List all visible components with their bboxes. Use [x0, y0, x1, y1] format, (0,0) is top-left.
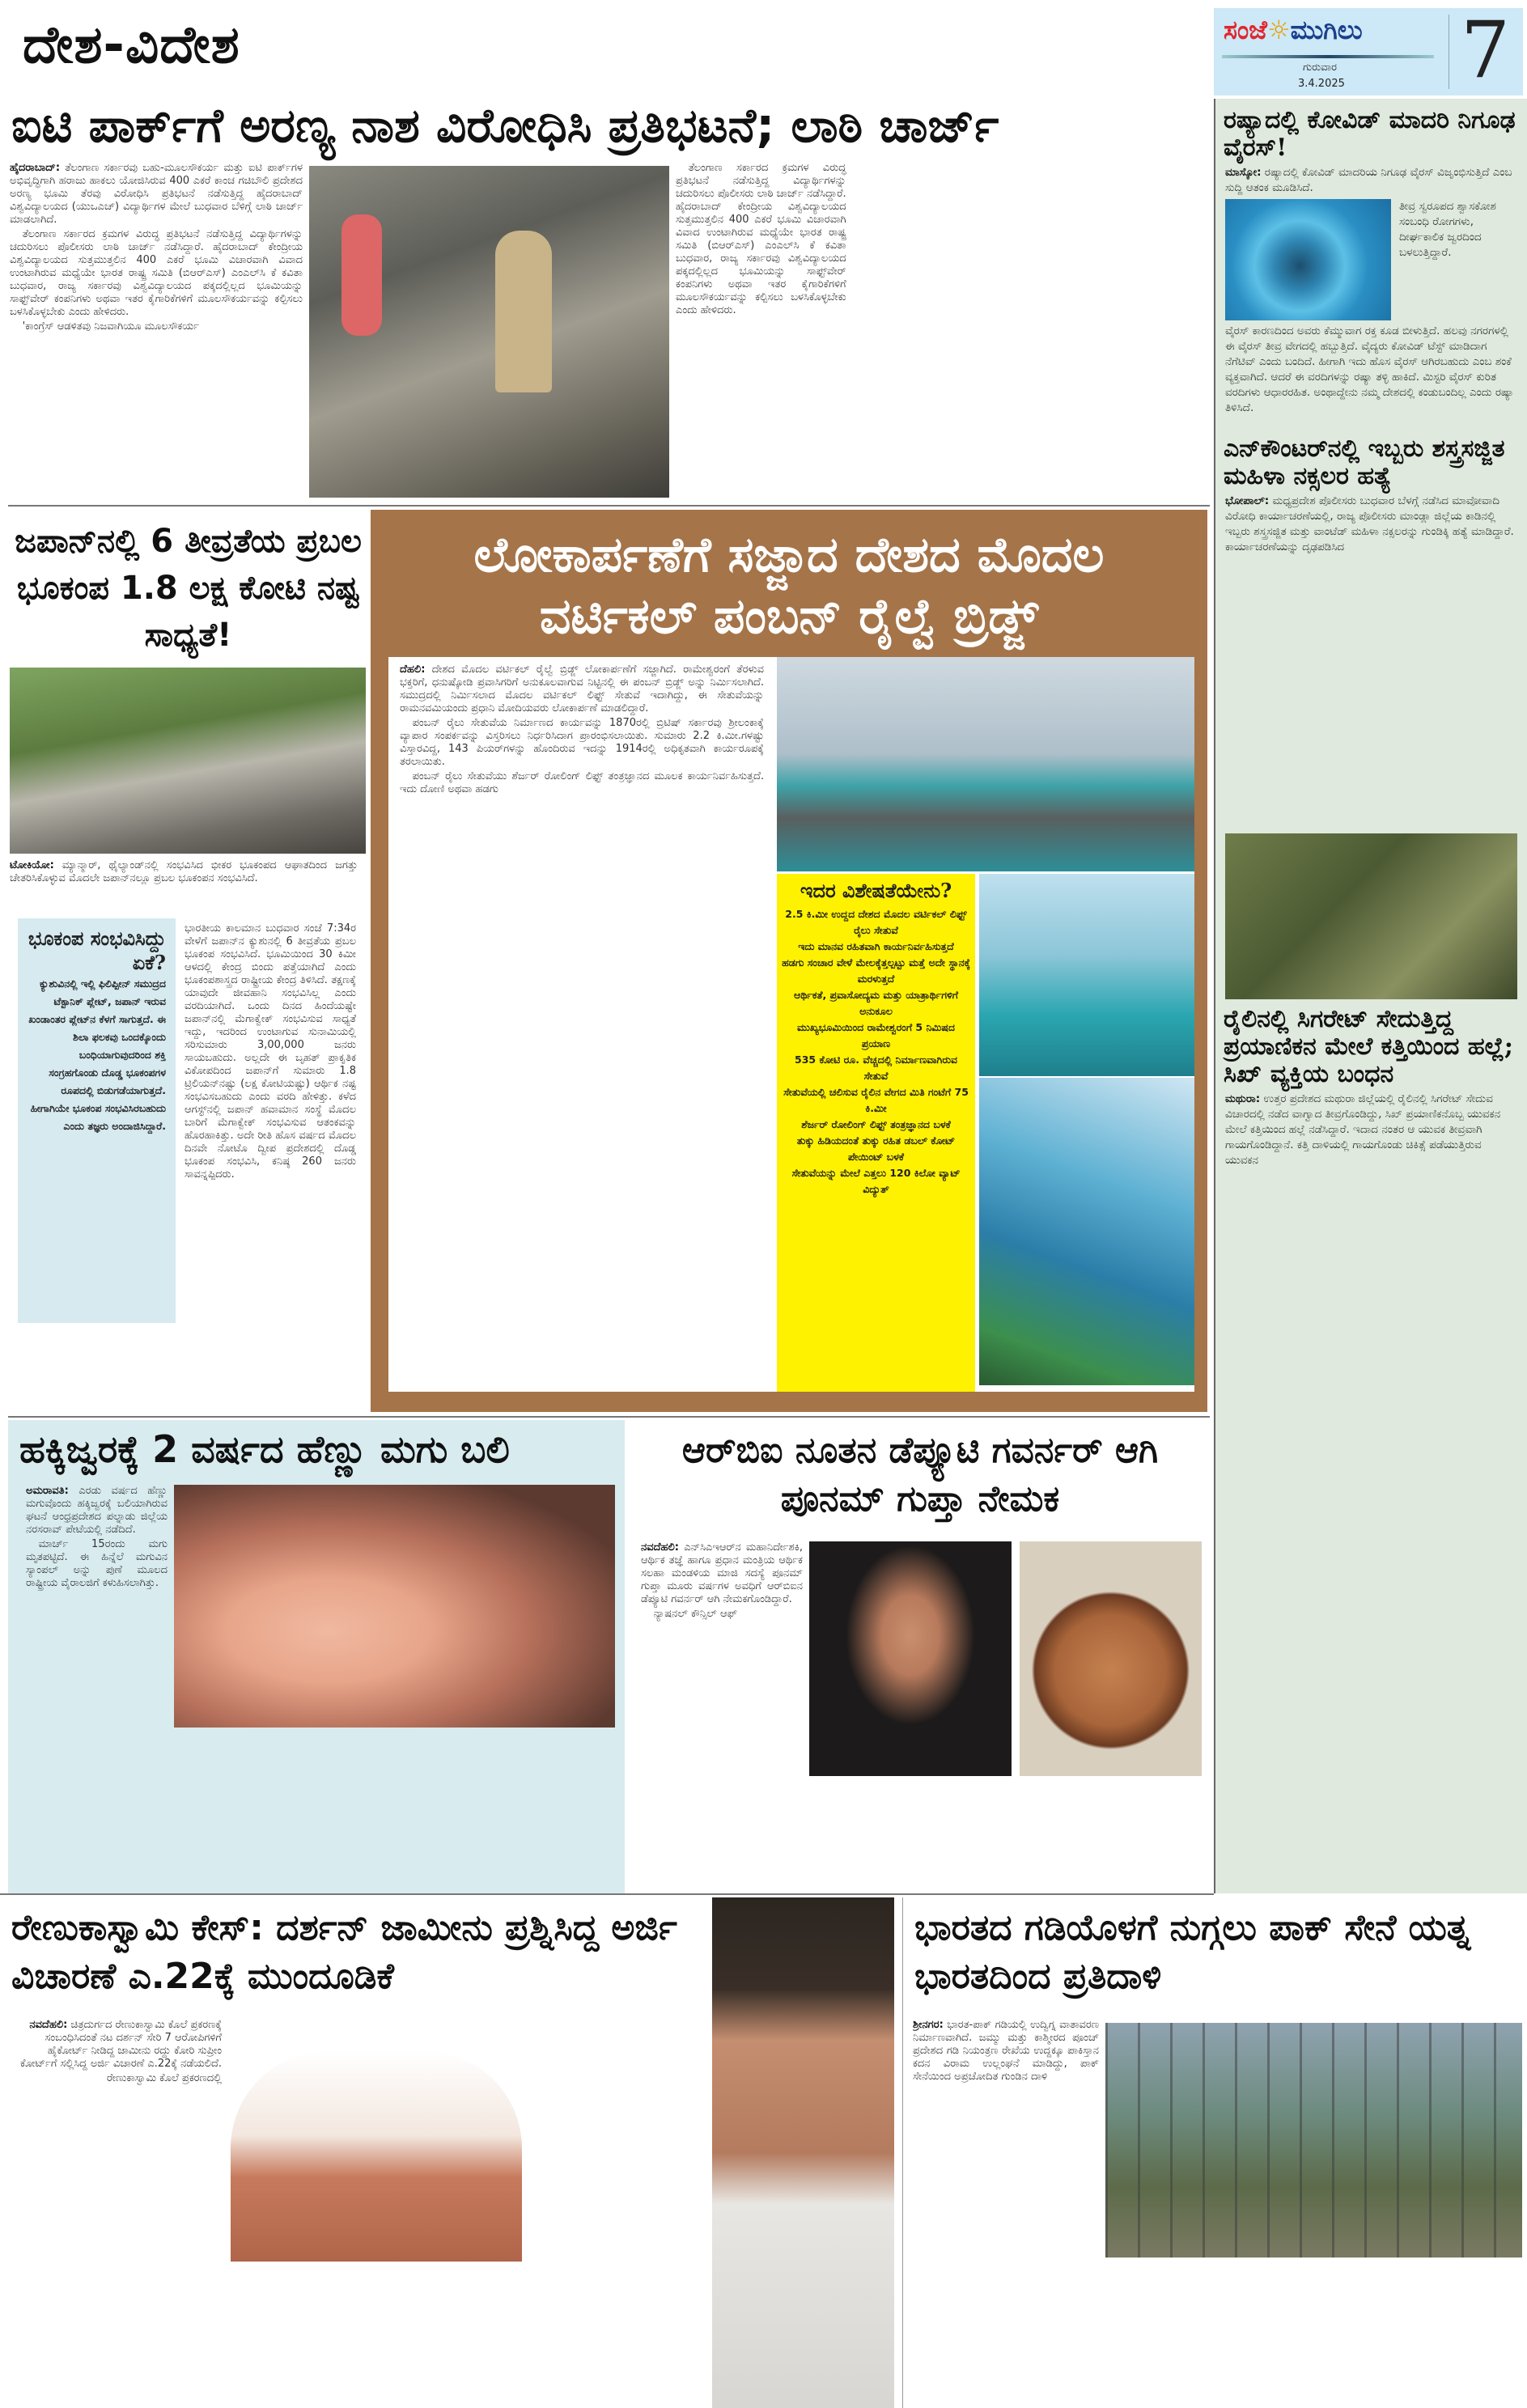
sidebar-title: ಭೂಕಂಪ ಸಂಭವಿಸಿದ್ದು ಏಕೆ? — [28, 926, 166, 974]
paragraph: ಎನ್‌ಸಿಎಇಆರ್‌ನ ಮಹಾನಿರ್ದೇಶಕಿ, ಆರ್ಥಿಕ ತಜ್ಞೆ ಹಾಗೂ ಪ್ರಧಾನ ಮಂತ್ರಿಯ ಆರ್ಥಿಕ ಸಲಹಾ ಮಂಡಳಿಯ ಮಾಜಿ ಸದಸ್ಯೆ ಪೂನಮ್ ಗುಪ್ತಾ ಮೂರು ವರ್ಷಗಳ ಅವಧಿಗೆ ಆರ್‌ಬಿಐನ ಡೆಪ್ಯೂಟಿ ಗವರ್ನರ್ ಆಗಿ ನೇಮಕಗೊಂಡಿದ್ದಾರೆ. — [641, 1541, 803, 1605]
paragraph: ತೆಲಂಗಾಣ ಸರ್ಕಾರದ ಕ್ರಮಗಳ ವಿರುದ್ಧ ಪ್ರತಿಭಟನೆ ನಡೆಸುತ್ತಿದ್ದ ವಿದ್ಯಾರ್ಥಿಗಳನ್ನು ಚದುರಿಸಲು ಪೊಲೀಸರು ಲಾಠಿ ಚಾರ್ಜ್ ನಡೆಸಿದ್ದಾರೆ. ಹೈದರಾಬಾದ್ ಕೇಂದ್ರೀಯ ವಿಶ್ವವಿದ್ಯಾಲಯದ ಸುತ್ತಮುತ್ತಲಿನ 400 ಎಕರೆ ಭೂಮಿ ವಿಚಾರವಾಗಿ ವಿವಾದ ಉಂಟಾಗಿರುವ ಮಧ್ಯೆಯೇ ಭಾರತ ರಾಷ್ಟ್ರ ಸಮಿತಿ (ಬಿಆರ್‌ಎಸ್) ಎಂಎಲ್‌ಸಿ ಕೆ ಕವಿತಾ ಬುಧವಾರ, ರಾಜ್ಯ ಸರ್ಕಾರವು ವಿಶ್ವವಿದ್ಯಾಲಯದ ಪಕ್ಕದಲ್ಲಿಲ್ಲದ ಭೂಮಿಯನ್ನು ಸಾಫ್ಟ್‌ವೇರ್ ಕಂಪನಿಗಳು ಅಥವಾ ಇತರ ಕೈಗಾರಿಕೆಗಳಿಗೆ ಮೂಲಸೌಕರ್ಯವನ್ನು ಕಲ್ಪಿಸಲು ಬಳಸಿಕೊಳ್ಳಬೇಕು ಎಂದು ಹೇಳಿದರು. — [10, 228, 303, 318]
covid-headline: ರಷ್ಯಾದಲ್ಲಿ ಕೋವಿಡ್ ಮಾದರಿ ನಿಗೂಢ ವೈರಸ್! — [1224, 106, 1516, 162]
paragraph: ತೆಲಂಗಾಣ ಸರ್ಕಾರವು ಬಹು-ಮೂಲಸೌಕರ್ಯ ಮತ್ತು ಐಟಿ ಪಾರ್ಕ್‌ಗಳ ಅಭಿವೃದ್ಧಿಗಾಗಿ ಹರಾಜು ಹಾಕಲು ಯೋಜಿಸಿರುವ 400 ಎಕರೆ ಕಾಂಚ ಗಚಿಬೌಲಿ ಪ್ರದೇಶದ ಅರಣ್ಯ ಭೂಮಿ ತೆರವು ವಿರೋಧಿಸಿ ಪ್ರತಿಭಟನೆ ನಡೆಸುತ್ತಿದ್ದ ಹೈದರಾಬಾದ್ ವಿಶ್ವವಿದ್ಯಾಲಯದ (ಯುಒಎಚ್) ವಿದ್ಯಾರ್ಥಿಗಳ ಮೇಲೆ ಬುಧವಾರ ಬೆಳಿಗ್ಗೆ ಲಾಠಿ ಚಾರ್ಜ್ ಮಾಡಲಾಗಿದೆ. — [10, 162, 303, 226]
renuka-body — [11, 2019, 222, 2399]
bridge-photo-2 — [979, 874, 1194, 1076]
page-number: 7 — [1461, 5, 1511, 95]
sikh-body — [1215, 1088, 1527, 1172]
top-story-cols — [676, 162, 1203, 502]
pakistan-border-story — [902, 1897, 1527, 2408]
fact-item: ಸೇತುವೆಯಲ್ಲಿ ಚಲಿಸುವ ರೈಲಿನ ವೇಗದ ಮಿತಿ ಗಂಟೆಗೆ 75 ಕಿ.ಮೀ — [783, 1086, 969, 1114]
sikh-headline: ರೈಲಿನಲ್ಲಿ ಸಿಗರೇಟ್ ಸೇದುತ್ತಿದ್ದ ಪ್ರಯಾಣಿಕನ ಮೇಲೆ ಕತ್ತಿಯಿಂದ ಹಲ್ಲೆ; ಸಿಖ್ ವ್ಯಕ್ತಿಯ ಬಂಧನ — [1224, 1005, 1513, 1088]
rbi-headline: ಆರ್‌ಬಿಐ ನೂತನ ಡೆಪ್ಯೂಟಿ ಗವರ್ನರ್ ಆಗಿ ಪೂನಮ್ ಗುಪ್ತಾ ನೇಮಕ — [681, 1430, 1159, 1520]
paragraph: ಪಂಬನ್ ರೈಲು ಸೇತುವೆಯು ಶೆರ್ಜರ್ ರೋಲಿಂಗ್ ಲಿಫ್ಟ್ ತಂತ್ರಜ್ಞಾನದ ಮೂಲಕ ಕಾರ್ಯನಿರ್ವಹಿಸುತ್ತದೆ. ಇದು ದೋಣಿ ಅಥವಾ ಹಡಗು — [400, 770, 764, 795]
darshan-photo — [712, 1897, 894, 2408]
paragraph: 'ಕಾಂಗ್ರೆಸ್ ಆಡಳಿತವು ನಿಜವಾಗಿಯೂ ಮೂಲಸೌಕರ್ಯ — [22, 320, 199, 333]
bridge-headline: ಲೋಕಾರ್ಪಣೆಗೆ ಸಜ್ಜಾದ ದೇಶದ ಮೊದಲ ವರ್ಟಿಕಲ್ ಪಂಬನ್ ರೈಲ್ವೆ ಬ್ರಿಡ್ಜ್ — [473, 527, 1105, 645]
fact-item: ತುಕ್ಕು ಹಿಡಿಯದಂತೆ ತುಕ್ಕು ರಹಿತ ಡಬಲ್ ಕೋಟ್ ಪೇಯಿಂಟ್ ಬಳಕೆ — [796, 1134, 956, 1163]
pak-headline: ಭಾರತದ ಗಡಿಯೊಳಗೆ ನುಗ್ಗಲು ಪಾಕ್ ಸೇನೆ ಯತ್ನ ಭಾರತದಿಂದ ಪ್ರತಿದಾಳಿ — [914, 1907, 1471, 1997]
masthead — [1214, 5, 1523, 95]
paragraph: ರೇಣುಕಾಸ್ವಾಮಿ ಕೊಲೆ ಪ್ರಕರಣದಲ್ಲಿ — [106, 2072, 222, 2084]
security-forces-photo — [1225, 833, 1517, 999]
japan-headline: ಜಪಾನ್‌ನಲ್ಲಿ 6 ತೀವ್ರತೆಯ ಪ್ರಬಲ ಭೂಕಂಪ 1.8 ಲಕ್ಷ ಕೋಟಿ ನಷ್ಟ ಸಾಧ್ಯತೆ! — [15, 523, 362, 654]
dateline: ಅಮರಾವತಿ: — [26, 1485, 69, 1497]
border-fence-photo — [1105, 2023, 1522, 2258]
bridge-photo-1 — [777, 657, 1194, 871]
renuka-headline: ರೇಣುಕಾಸ್ವಾಮಿ ಕೇಸ್: ದರ್ಶನ್ ಜಾಮೀನು ಪ್ರಶ್ನಿಸಿದ್ದ ಅರ್ಜಿ ವಿಚಾರಣೆ ಎ.22ಕ್ಕೆ ಮುಂದೂಡಿಕೆ — [11, 1907, 677, 1997]
logo-underline — [1222, 55, 1434, 58]
earthquake-photo — [10, 668, 366, 854]
fact-item: ಆರ್ಥಿಕತೆ, ಪ್ರವಾಸೋದ್ಯಮ ಮತ್ತು ಯಾತ್ರಾರ್ಥಿಗಳಿಗೆ ಅನುಕೂಲ — [793, 989, 959, 1017]
facts-title: ಇದರ ವಿಶೇಷತೆಯೇನು? — [800, 879, 952, 902]
bridge-content — [388, 657, 1194, 1392]
paragraph: ಪಂಬನ್ ರೈಲು ಸೇತುವೆಯ ನಿರ್ಮಾಣದ ಕಾರ್ಯವನ್ನು 1870ರಲ್ಲಿ ಬ್ರಿಟಿಷ್ ಸರ್ಕಾರವು ಶ್ರೀಲಂಕಾಕ್ಕೆ ವ್ಯಾಪಾರ ಸಂಪರ್ಕವನ್ನು ವಿಸ್ತರಿಸಲು ನಿರ್ಧರಿಸಿದಾಗ ಪ್ರಾರಂಭಿಸಲಾಯಿತು. ಸುಮಾರು 2.2 ಕಿ.ಮೀ.ಗಳಷ್ಟು ವಿಸ್ತಾರವಿದ್ದ, 143 ಪಿಯರ್‌ಗಳನ್ನು ಹೊಂದಿರುವ ಇದನ್ನು 1914ರಲ್ಲಿ ಅಧಿಕೃತವಾಗಿ ಕಾರ್ಯರೂಪಕ್ಕೆ ತರಲಾಯಿತು. — [400, 717, 764, 768]
dateline: ಹೈದರಾಬಾದ್: — [10, 162, 61, 174]
paragraph: ದೇಶದ ಮೊದಲ ವರ್ಟಿಕಲ್ ರೈಲ್ವೆ ಬ್ರಿಡ್ಜ್ ಲೋಕಾರ್ಪಣೆಗೆ ಸಜ್ಜಾಗಿದೆ. ರಾಮೇಶ್ವರಂಗೆ ತೆರಳುವ ಭಕ್ತರಿಗೆ, ಧನುಷ್ಕೋಡಿ ಪ್ರವಾಸಿಗರಿಗೆ ಅನುಕೂಲವಾಗುವ ನಿಟ್ಟಿನಲ್ಲಿ ಈ ಪಂಬನ್ ಬ್ರಿಡ್ಜ್ ಅನ್ನು ನಿರ್ಮಿಸಲಾಗಿದೆ. ಸಮುದ್ರದಲ್ಲಿ ನಿರ್ಮಿಸಲಾದ ಮೊದಲ ವರ್ಟಿಕಲ್ ಲಿಫ್ಟ್ ಸೇತುವೆ ಇದಾಗಿದ್ದು, ಈ ಸೇತುವೆಯನ್ನು ರಾಮನವಮಿಯಂದು ಪ್ರಧಾನಿ ಮೋದಿಯವರು ಲೋಕಾರ್ಪಣೆ ಮಾಡಲಿದ್ದಾರೆ. — [400, 663, 764, 714]
japan-earthquake-story — [8, 510, 368, 1412]
dateline: ನವದೆಹಲಿ: — [29, 2019, 68, 2031]
lead-text: ಮ್ಯಾನ್ಮಾರ್, ಥೈಲ್ಯಾಂಡ್‌ನಲ್ಲಿ ಸಂಭವಿಸಿದ ಭೀಕರ ಭೂಕಂಪದ ಆಘಾತದಿಂದ ಜಗತ್ತು ಚೇತರಿಸಿಕೊಳ್ಳುವ ಮೊದಲೇ ಜಪಾನ್‌ನಲ್ಲೂ ಪ್ರಬಲ ಭೂಕಂಪನ ಸಂಭವಿಸಿದೆ. — [10, 859, 358, 884]
paragraph: ಭಾರತ-ಪಾಕ್ ಗಡಿಯಲ್ಲಿ ಉದ್ವಿಗ್ನ ವಾತಾವರಣ ನಿರ್ಮಾಣವಾಗಿದೆ. ಜಮ್ಮು ಮತ್ತು ಕಾಶ್ಮೀರದ ಪೂಂಚ್ ಪ್ರದೇಶದ ಗಡಿ ನಿಯಂತ್ರಣ ರೇಖೆಯ ಉದ್ದಕ್ಕೂ ಪಾಕಿಸ್ತಾನ ಕದನ ವಿರಾಮ ಉಲ್ಲಂಘನೆ ಮಾಡಿದ್ದು, ಪಾಕ್ ಸೇನೆಯಿಂದ ಅಪ್ರಚೋದಿತ ಗುಂಡಿನ ದಾಳಿ — [913, 2019, 1099, 2083]
paragraph: ಮಾರ್ಚ್ 15ರಂದು ಮಗು ಮೃತಪಟ್ಟಿದೆ. ಈ ಹಿನ್ನೆಲೆ ಮಗುವಿನ ಸ್ಯಾಂಪಲ್ ಅನ್ನು ಪುಣೆ ಮೂಲದ ರಾಷ್ಟ್ರೀಯ ವೈರಾಲಜಿಗೆ ಕಳುಹಿಸಲಾಗಿತ್ತು. — [26, 1538, 168, 1589]
baby-headline: ಹಕ್ಕಿಜ್ವರಕ್ಕೆ 2 ವರ್ಷದ ಹೆಣ್ಣು ಮಗು ಬಲಿ — [19, 1427, 510, 1471]
encounter-body — [1215, 490, 1527, 830]
paragraph: ತೆಲಂಗಾಣ ಸರ್ಕಾರದ ಕ್ರಮಗಳ ವಿರುದ್ಧ ಪ್ರತಿಭಟನೆ ನಡೆಸುತ್ತಿದ್ದ ವಿದ್ಯಾರ್ಥಿಗಳನ್ನು ಚದುರಿಸಲು ಪೊಲೀಸರು ಲಾಠಿ ಚಾರ್ಜ್ ನಡೆಸಿದ್ದಾರೆ. ಹೈದರಾಬಾದ್ ಕೇಂದ್ರೀಯ ವಿಶ್ವವಿದ್ಯಾಲಯದ ಸುತ್ತಮುತ್ತಲಿನ 400 ಎಕರೆ ಭೂಮಿ ವಿಚಾರವಾಗಿ ವಿವಾದ ಉಂಟಾಗಿರುವ ಮಧ್ಯೆಯೇ ಭಾರತ ರಾಷ್ಟ್ರ ಸಮಿತಿ (ಬಿಆರ್‌ಎಸ್) ಎಂಎಲ್‌ಸಿ ಕೆ ಕವಿತಾ ಬುಧವಾರ, ರಾಜ್ಯ ಸರ್ಕಾರವು ವಿಶ್ವವಿದ್ಯಾಲಯದ ಪಕ್ಕದಲ್ಲಿಲ್ಲದ ಭೂಮಿಯನ್ನು ಸಾಫ್ಟ್‌ವೇರ್ ಕಂಪನಿಗಳು ಅಥವಾ ಇತರ ಕೈಗಾರಿಕೆಗಳಿಗೆ ಮೂಲಸೌಕರ್ಯವನ್ನು ಕಲ್ಪಿಸಲು ಬಳಸಿಕೊಳ್ಳಬೇಕು ಎಂದು ಹೇಳಿದರು. — [676, 162, 846, 316]
renukaswamy-story — [0, 1897, 894, 2408]
sidebar-text: ಕ್ಯುಶುವಿನಲ್ಲಿ ಇಲ್ಲಿ ಫಿಲಿಪ್ಪೀನ್ ಸಮುದ್ರದ ಟೆಕ್ಟಾನಿಕ್ ಪ್ಲೇಟ್, ಜಪಾನ್ ಇರುವ ಖಂಡಾಂತರ ಪ್ಲೇಟ್‌ನ ಕೆಳಗೆ ಸಾಗುತ್ತದೆ. ಈ ಶಿಲಾ ಫಲಕವು ಒಂದಕ್ಕೊಂದು ಬಂಧಿಯಾಗುವುದರಿಂದ ಶಕ್ತಿ ಸಂಗ್ರಹಗೊಂಡು ದೊಡ್ಡ ಭೂಕಂಪಗಳ ರೂಪದಲ್ಲಿ ಬಿಡುಗಡೆಯಾಗುತ್ತದೆ. ಹೀಗಾಗಿಯೇ ಭೂಕಂಪ ಸಂಭವಿಸಿರಬಹುದು ಎಂದು ತಜ್ಞರು ಅಂದಾಜಿಸಿದ್ದಾರೆ. — [28, 977, 166, 1132]
right-column — [1214, 99, 1527, 1893]
covid-body: ವೈರಸ್ ಕಾರಣದಿಂದ ಅವರು ಕೆಮ್ಮುವಾಗ ರಕ್ತ ಕೂಡ ಬೀಳುತ್ತಿದೆ. ಹಲವು ನಗರಗಳಲ್ಲಿ ಈ ವೈರಸ್ ತೀವ್ರ ವೇಗದಲ್ಲಿ ಹಬ್ಬುತ್ತಿದೆ. ವೈದ್ಯರು ಕೋವಿಡ್ ಟೆಸ್ಟ್ ಮಾಡಿದಾಗ ನೆಗೆಟಿವ್ ಎಂದು ಬಂದಿದೆ. ಹೀಗಾಗಿ ಇದು ಹೊಸ ವೈರಸ್ ಆಗಿರಬಹುದು ಎಂಬ ಶಂಕೆ ವ್ಯಕ್ತವಾಗಿದೆ. ಆದರೆ ಈ ವರದಿಗಳನ್ನು ರಷ್ಯಾ ತಳ್ಳಿ ಹಾಕಿದೆ. ಮಿಸ್ಟರಿ ವೈರಸ್ ಕುರಿತ ವರದಿಗಳು ಆಧಾರರಹಿತ. ಅಂಥಾದ್ದೇನು ನಮ್ಮ ದೇಶದಲ್ಲಿ ಕಂಡುಬಂದಿಲ್ಲ ಎಂದು ರಷ್ಯಾ ತಿಳಿಸಿದೆ. — [1225, 324, 1514, 414]
top-story-col1 — [10, 162, 303, 502]
japan-lead — [10, 859, 358, 885]
issue-day: ಗುರುವಾರ — [1303, 61, 1337, 74]
covid-side-text: ತೀವ್ರ ಸ್ವರೂಪದ ಶ್ವಾಸಕೋಶ ಸಂಬಂಧಿ ರೋಗಗಳು, ದೀರ್ಘಕಾಲಿಕ ಜ್ವರದಿಂದ ಬಳಲುತ್ತಿದ್ದಾರೆ. — [1399, 200, 1496, 259]
bridge-facts-box — [777, 874, 975, 1392]
fact-item: ಸೇತುವೆಯನ್ನು ಮೇಲೆ ಎತ್ತಲು 120 ಕಿಲೋ ವ್ಯಾಟ್ ವಿದ್ಯುತ್ — [791, 1167, 961, 1195]
divider — [8, 1416, 1210, 1418]
paragraph: ಎರಡು ವರ್ಷದ ಹೆಣ್ಣು ಮಗುವೊಂದು ಹಕ್ಕಿಜ್ವರಕ್ಕೆ ಬಲಿಯಾಗಿರುವ ಘಟನೆ ಆಂಧ್ರಪ್ರದೇಶದ ಪಲ್ನಾಡು ಜಿಲ್ಲೆಯ ನರಸರಾವ್ ಪೇಟೆಯಲ್ಲಿ ನಡೆದಿದೆ. — [26, 1485, 168, 1536]
virus-photo — [1225, 199, 1391, 320]
fact-item: 535 ಕೋಟಿ ರೂ. ವೆಚ್ಚದಲ್ಲಿ ನಿರ್ಮಾಣವಾಗಿರುವ ಸೇತುವೆ — [795, 1054, 957, 1082]
pak-body — [913, 2019, 1099, 2399]
bird-flu-story — [8, 1420, 625, 1893]
rbi-emblem-photo — [1020, 1541, 1202, 1776]
poonam-gupta-photo — [809, 1541, 1012, 1776]
sun-icon: ☼ — [1266, 15, 1291, 45]
pamban-bridge-story — [371, 510, 1207, 1412]
baby-body — [26, 1485, 168, 1881]
divider — [8, 505, 1210, 507]
dateline: ನವದೆಹಲಿ: — [641, 1541, 679, 1554]
encounter-headline: ಎನ್‌ಕೌಂಟರ್‌ನಲ್ಲಿ ಇಬ್ಬರು ಶಸ್ತ್ರಸಜ್ಜಿತ ಮಹಿಳಾ ನಕ್ಸಲರ ಹತ್ಯೆ — [1224, 435, 1505, 490]
logo-part-1: ಸಂಜೆ — [1224, 15, 1267, 45]
body-text: ಮಧ್ಯಪ್ರದೇಶ ಪೊಲೀಸರು ಬುಧವಾರ ಬೆಳಗ್ಗೆ ನಡೆಸಿದ ಮಾವೋವಾದಿ ವಿರೋಧಿ ಕಾರ್ಯಾಚರಣೆಯಲ್ಲಿ, ರಾಜ್ಯ ಪೊಲೀಸರು ಮಾಂಡ್ಲಾ ಜಿಲ್ಲೆಯ ಕಾಡಿನಲ್ಲಿ ಇಬ್ಬರು ಶಸ್ತ್ರಸಜ್ಜಿತ ಮತ್ತು ವಾಂಟೆಡ್ ಮಹಿಳಾ ನಕ್ಸಲರನ್ನು ಗುಂಡಿಕ್ಕಿ ಹತ್ಯೆ ಮಾಡಿದ್ದಾರೆ. ಕಾರ್ಯಾಚರಣೆಯನ್ನು ದೃಢಪಡಿಸಿದ — [1225, 494, 1514, 553]
japan-body: ಭಾರತೀಯ ಕಾಲಮಾನ ಬುಧವಾರ ಸಂಜೆ 7:34ರ ವೇಳೆಗೆ ಜಪಾನ್‌ನ ಕ್ಯುಶುನಲ್ಲಿ 6 ತೀವ್ರತೆಯ ಪ್ರಬಲ ಭೂಕಂಪ ಸಂಭವಿಸಿದೆ. ಭೂಮಿಯಿಂದ 30 ಕಿಮೀ ಆಳದಲ್ಲಿ ಕೇಂದ್ರ ಬಿಂದು ಪತ್ತೆಯಾಗಿದೆ ಎಂದು ಭೂಕಂಪಶಾಸ್ತ್ರದ ರಾಷ್ಟ್ರೀಯ ಕೇಂದ್ರ ತಿಳಿಸಿದೆ. ತಕ್ಷಣಕ್ಕೆ ಯಾವುದೇ ಜೀವಹಾನಿ ಸಂಭವಿಸಿಲ್ಲ ಎಂದು ವರದಿಯಾಗಿದೆ. ಒಂದು ದಿನದ ಹಿಂದೆಯಷ್ಟೇ ಜಪಾನ್‌ನಲ್ಲಿ ಮೆಗಾಕ್ವೇಕ್ ಸಂಭವಿಸುವ ಸಾಧ್ಯತೆ ಇದ್ದು, ಇದರಿಂದ ಉಂಟಾಗುವ ಸುನಾಮಿಯಲ್ಲಿ ಸರಿಸುಮಾರು 3,00,000 ಜನರು ಸಾಯಬಹುದು. ಅಲ್ಲದೇ ಈ ಬೃಹತ್ ಪ್ರಾಕೃತಿಕ ವಿಕೋಪದಿಂದ ಜಪಾನ್‌ಗೆ ಸುಮಾರು 1.8 ಟ್ರಿಲಿಯನ್‌ನಷ್ಟು (ಲಕ್ಷ ಕೋಟಿಯಷ್ಟು) ಆರ್ಥಿಕ ನಷ್ಟ ಸಂಭವಿಸಬಹುದು ಎಂದು ವರದಿ ಹೇಳಿತ್ತು. ಕಳೆದ ಆಗಸ್ಟ್‌ನಲ್ಲಿ ಜಪಾನ್ ಹವಾಮಾನ ಸಂಸ್ಥೆ ಮೊದಲ ಬಾರಿಗೆ ಮೆಗಾಕ್ವೇಕ್ ಸಂಭವಿಸುವ ಆತಂಕವನ್ನು ಹೊರಹಾಕಿತ್ತು. ಅದೇ ರೀತಿ ಹೊಸ ವರ್ಷದ ಮೊದಲ ದಿನವೇ ನೋಟೊ ದ್ವೀಪ ಪ್ರದೇಶದಲ್ಲಿ ದೊಡ್ಡ ಭೂಕಂಪ ಸಂಭವಿಸಿ, ಕನಿಷ್ಠ 260 ಜನರು ಸಾವನ್ನಪ್ಪಿದರು. — [185, 922, 356, 1181]
fact-item: ಹಡಗು ಸಂಚಾರ ವೇಳೆ ಮೇಲಕ್ಕೆತ್ತಲ್ಪಟ್ಟು ಮತ್ತೆ ಅದೇ ಸ್ಥಾನಕ್ಕೆ ಮರಳುತ್ತದೆ — [782, 956, 970, 985]
dateline: ಟೋಕಿಯೋ: — [10, 859, 54, 871]
fact-item: ಶೆರ್ಜರ್ ರೋಲಿಂಗ್ ಲಿಫ್ಟ್ ತಂತ್ರಜ್ಞಾನದ ಬಳಕೆ — [801, 1118, 951, 1130]
rbi-body — [641, 1541, 803, 1784]
dateline: ಮಾಸ್ಕೋ: — [1225, 166, 1262, 179]
divider — [0, 1893, 1214, 1895]
logo-part-2: ಮುಗಿಲು — [1290, 15, 1363, 45]
newspaper-logo — [1224, 15, 1363, 46]
paragraph: ಚಿತ್ರದುರ್ಗದ ರೇಣುಕಾಸ್ವಾಮಿ ಕೊಲೆ ಪ್ರಕರಣಕ್ಕೆ ಸಂಬಂಧಿಸಿದಂತೆ ನಟ ದರ್ಶನ್ ಸೇರಿ 7 ಆರೋಪಿಗಳಿಗೆ ಹೈಕೋರ್ಟ್ ನೀಡಿದ್ದ ಜಾಮೀನು ರದ್ದು ಕೋರಿ ಸುಪ್ರೀಂ ಕೋರ್ಟ್‌ಗೆ ಸಲ್ಲಿಸಿದ್ದ ಅರ್ಜಿ ವಿಚಾರಣೆ ಎ.22ಕ್ಕೆ ನಡೆಯಲಿದೆ. — [19, 2019, 222, 2070]
covid-lead — [1215, 162, 1527, 199]
section-title: ದೇಶ-ವಿದೇಶ — [23, 15, 240, 75]
fact-item: ಮುಖ್ಯಭೂಮಿಯಿಂದ ರಾಮೇಶ್ವರಂಗೆ 5 ನಿಮಿಷದ ಪ್ರಯಾಣ — [797, 1021, 955, 1049]
body-text: ಉತ್ತರ ಪ್ರದೇಶದ ಮಥುರಾ ಜಿಲ್ಲೆಯಲ್ಲಿ ರೈಲಿನಲ್ಲಿ ಸಿಗರೇಟ್ ಸೇದುವ ವಿಚಾರದಲ್ಲಿ ನಡೆದ ವಾಗ್ವಾದ ತೀವ್ರಗೊಂಡಿದ್ದು, ಸಿಖ್ ಪ್ರಯಾಣಿಕನೊಬ್ಬ ಯುವಕನ ಮೇಲೆ ಕತ್ತಿಯಿಂದ ಹಲ್ಲೆ ನಡೆಸಿದ್ದಾರೆ. ಇದಾದ ನಂತರ ಆ ಯುವಕ ತೀವ್ರವಾಗಿ ಗಾಯಗೊಂಡಿದ್ದಾನೆ. ಕತ್ತಿ ದಾಳಿಯಲ್ಲಿ ಗಾಯಗೊಂಡು ಚಿಕಿತ್ಸೆ ಪಡೆಯುತ್ತಿರುವ ಯುವಕನ — [1225, 1092, 1501, 1167]
dateline: ಮಥುರಾ: — [1225, 1092, 1261, 1105]
bridge-body — [400, 663, 764, 1384]
protest-lathi-charge-photo — [309, 166, 669, 498]
issue-date: 3.4.2025 — [1298, 78, 1345, 90]
baby-feet-photo — [174, 1485, 615, 1728]
bridge-photo-3 — [979, 1078, 1194, 1385]
supreme-court-photo — [231, 2051, 522, 2262]
japan-sidebar-box — [18, 918, 176, 1323]
paragraph: ನ್ಯಾಷನಲ್ ಕೌನ್ಸಿಲ್ ಆಫ್ — [653, 1608, 738, 1620]
lead-text: ರಷ್ಯಾದಲ್ಲಿ ಕೋವಿಡ್ ಮಾದರಿಯ ನಿಗೂಢ ವೈರಸ್ ವಿಜೃಂಭಿಸುತ್ತಿದೆ ಎಂಬ ಸುದ್ದಿ ಆತಂಕ ಮೂಡಿಸಿದೆ. — [1225, 166, 1512, 194]
dateline: ಶ್ರೀನಗರ: — [913, 2019, 944, 2031]
fact-item: 2.5 ಕಿ.ಮೀ ಉದ್ದದ ದೇಶದ ಮೊದಲ ವರ್ಟಿಕಲ್ ಲಿಫ್ಟ್ ರೈಲು ಸೇತುವೆ — [785, 908, 967, 936]
top-story-headline: ಐಟಿ ಪಾರ್ಕ್‌ಗೆ ಅರಣ್ಯ ನಾಶ ವಿರೋಧಿಸಿ ಪ್ರತಿಭಟನೆ; ಲಾಠಿ ಚಾರ್ಜ್ — [11, 98, 999, 153]
fact-item: ಇದು ಮಾನವ ರಹಿತವಾಗಿ ಕಾರ್ಯನಿರ್ವಹಿಸುತ್ತದೆ — [798, 940, 954, 952]
rbi-story — [633, 1420, 1207, 1893]
dateline: ಭೋಪಾಲ್: — [1225, 494, 1270, 507]
dateline: ದೆಹಲಿ: — [400, 663, 426, 676]
